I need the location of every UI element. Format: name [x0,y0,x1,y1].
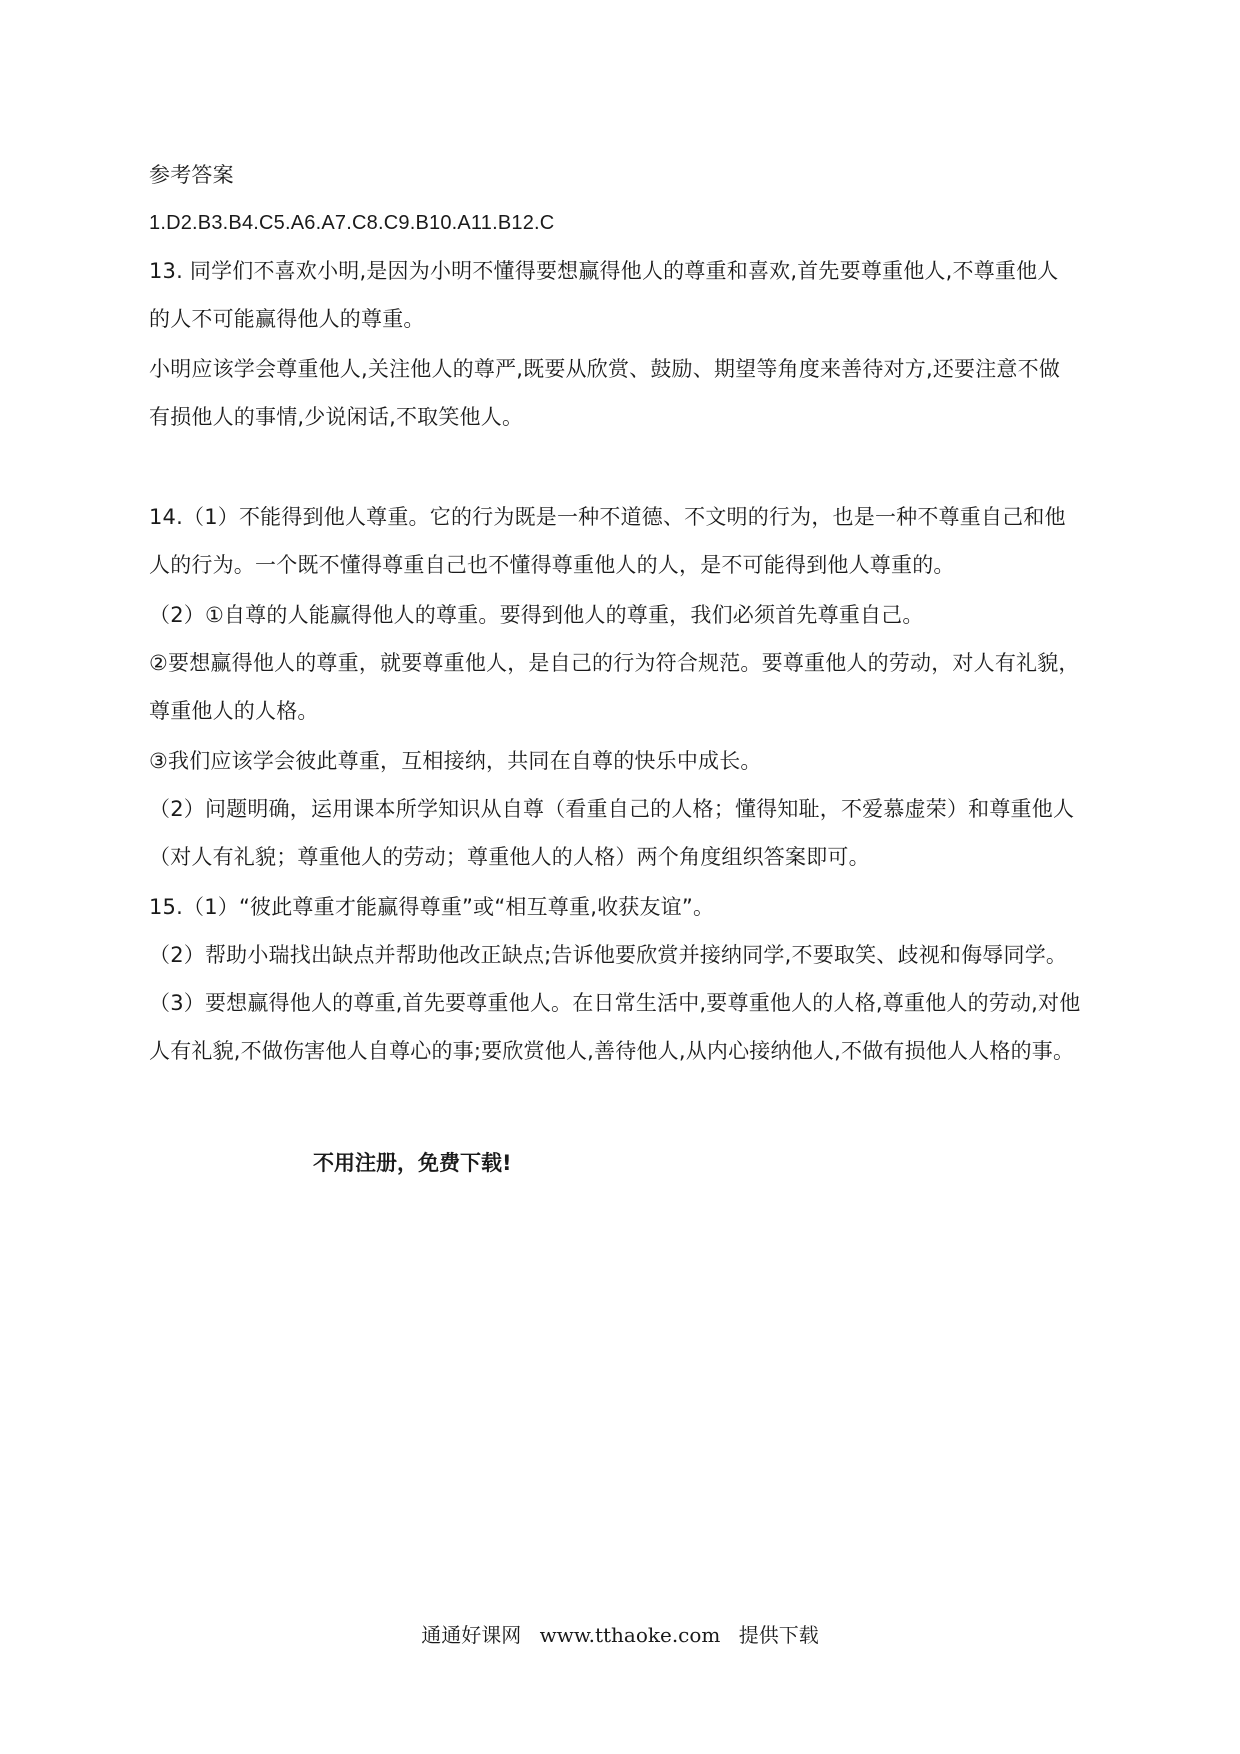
q14-line-8: （对人有礼貌；尊重他人的劳动；尊重他人的人格）两个角度组织答案即可。 [149,845,870,869]
q14-line-3: （2）①自尊的人能赢得他人的尊重。要得到他人的尊重，我们必须首先尊重自己。 [149,603,924,627]
q14-line-1: 14.（1）不能得到他人尊重。它的行为既是一种不道德、不文明的行为，也是一种不尊重自己和他 [149,505,1066,529]
q15-line-2: （2）帮助小瑞找出缺点并帮助他改正缺点;告诉他要欣赏并接纳同学,不要取笑、歧视和侮辱同学。 [149,943,1068,967]
free-download-notice: 不用注册，免费下载! [313,1151,512,1175]
q13-line-2: 的人不可能赢得他人的尊重。 [149,307,425,331]
footer-url-link[interactable]: www.tthaoke.com [539,1623,721,1647]
footer-site-name: 通通好课网 [421,1623,522,1647]
q15-line-4: 人有礼貌,不做伤害他人自尊心的事;要欣赏他人,善待他人,从内心接纳他人,不做有损他人人格的事。 [149,1039,1075,1063]
q14-line-5: 尊重他人的人格。 [149,699,319,723]
q13-line-1: 13. 同学们不喜欢小明,是因为小明不懂得要想赢得他人的尊重和喜欢,首先要尊重他人,不尊重他人 [149,259,1059,283]
q14-line-6: ③我们应该学会彼此尊重，互相接纳，共同在自尊的快乐中成长。 [149,749,762,773]
q15-line-3: （3）要想赢得他人的尊重,首先要尊重他人。在日常生活中,要尊重他人的人格,尊重他人的劳动,对他 [149,991,1081,1015]
q14-line-2: 人的行为。一个既不懂得尊重自己也不懂得尊重他人的人，是不可能得到他人尊重的。 [149,553,955,577]
q13-line-4: 有损他人的事情,少说闲话,不取笑他人。 [149,405,524,429]
page-footer [0,1620,1240,1650]
q13-line-3: 小明应该学会尊重他人,关注他人的尊严,既要从欣赏、鼓励、期望等角度来善待对方,还要注意不做 [149,357,1061,381]
q15-line-1: 15.（1）“彼此尊重才能赢得尊重”或“相互尊重,收获友谊”。 [149,895,715,919]
footer-suffix: 提供下载 [738,1623,819,1647]
q14-line-4: ②要想赢得他人的尊重，就要尊重他人，是自己的行为符合规范。要尊重他人的劳动，对人有礼貌， [149,651,1080,675]
answer-heading: 参考答案 [149,163,234,187]
answer-key-line: 1.D2.B3.B4.C5.A6.A7.C8.C9.B10.A11.B12.C [149,212,555,234]
q14-line-7: （2）问题明确，运用课本所学知识从自尊（看重自己的人格；懂得知耻，不爱慕虚荣）和尊重他人 [149,797,1075,821]
